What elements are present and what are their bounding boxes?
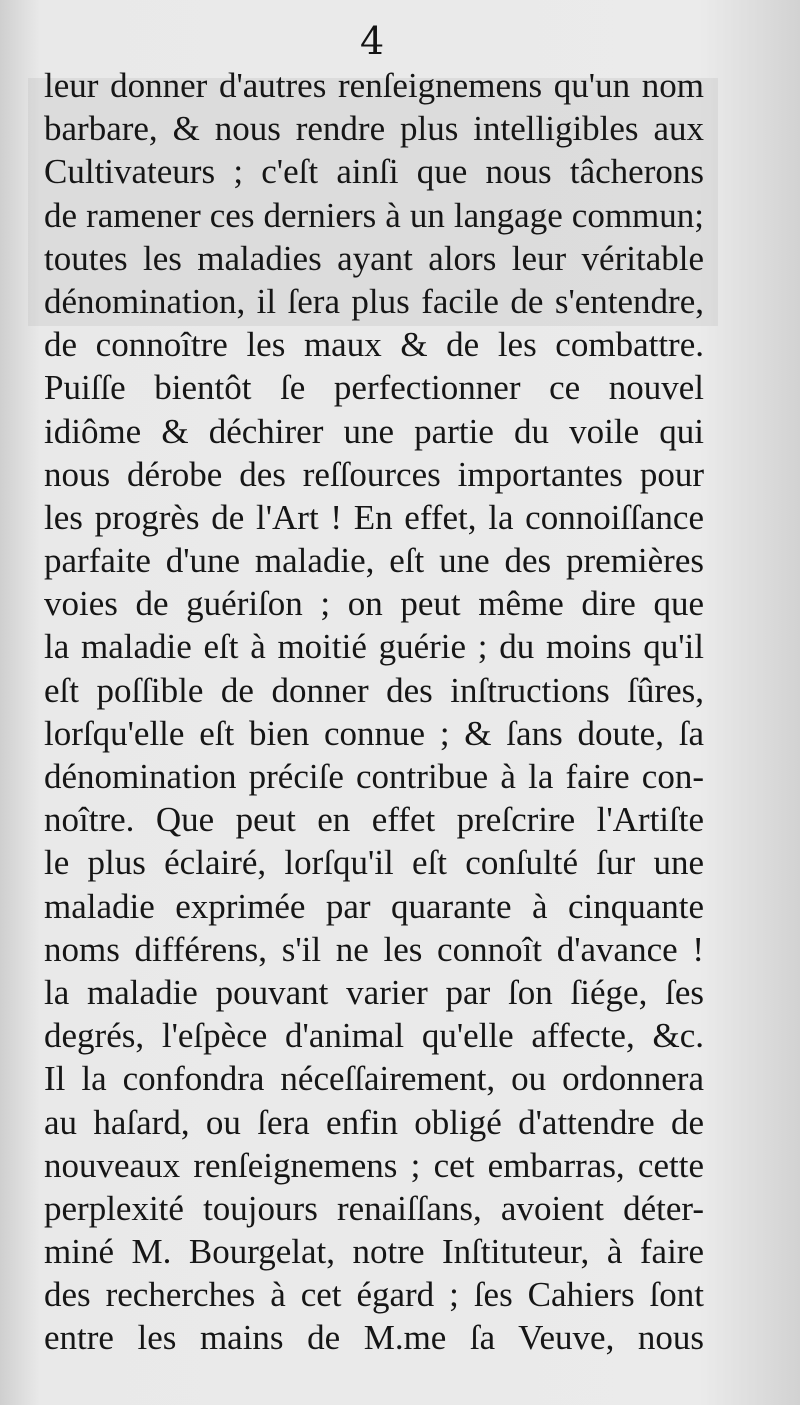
text-line: la maladie pouvant varier par ſon ſiége, ſes [44, 972, 704, 1012]
text-line: leur donner d'autres renſeignemens qu'un nom [44, 66, 704, 105]
text-line: la maladie eſt à moitié guérie ; du moins qu'il [44, 627, 704, 667]
text-line: eſt poſſible de donner des inſtructions ſûres, [44, 670, 704, 710]
text-line: nous dérobe des reſſources importantes pour [44, 454, 704, 494]
text-line: des recherches à cet égard ; ſes Cahiers ſont [44, 1275, 704, 1315]
text-line: voies de guériſon ; on peut même dire que [44, 584, 704, 624]
text-line: noître. Que peut en effet preſcrire l'Artiſte [44, 800, 704, 840]
text-line: nouveaux renſeignemens ; cet embarras, cette [44, 1145, 704, 1185]
text-line: au haſard, ou ſera enfin obligé d'attendre de [44, 1102, 704, 1142]
text-line: le plus éclairé, lorſqu'il eſt conſulté ſur une [44, 843, 704, 883]
text-line: de ramener ces derniers à un langage commun; [44, 195, 704, 235]
text-line: lorſqu'elle eſt bien connue ; & ſans doute, ſa [44, 713, 704, 753]
text-line: miné M. Bourgelat, notre Inſtituteur, à faire [44, 1232, 704, 1272]
body-text [44, 64, 704, 1360]
text-line: perplexité toujours renaiſſans, avoient déter- [44, 1188, 704, 1228]
text-line: idiôme & déchirer une partie du voile qui [44, 411, 704, 451]
text-line: les progrès de l'Art ! En effet, la connoiſſance [44, 497, 704, 537]
text-line: barbare, & nous rendre plus intelligibles aux [44, 109, 704, 149]
text-line: de connoître les maux & de les combattre. [44, 325, 704, 365]
text-line: parfaite d'une maladie, eſt une des premières [44, 541, 704, 581]
text-line: Puiſſe bientôt ſe perfectionner ce nouvel [44, 368, 704, 408]
page-number: 4 [360, 19, 385, 63]
text-line: dénomination préciſe contribue à la faire con- [44, 757, 704, 796]
text-line: Cultivateurs ; c'eſt ainſi que nous tâcherons [44, 152, 704, 192]
text-line: Il la confondra néceſſairement, ou ordonnera [44, 1059, 704, 1099]
text-line: dénomination, il ſera plus facile de s'entendre, [44, 281, 704, 321]
text-line: entre les mains de M.me ſa Veuve, nous [44, 1318, 704, 1358]
text-line: toutes les maladies ayant alors leur véritable [44, 238, 704, 278]
text-line: maladie exprimée par quarante à cinquante [44, 886, 704, 926]
text-line: degrés, l'eſpèce d'animal qu'elle affecte, &c. [44, 1016, 704, 1056]
text-line: noms différens, s'il ne les connoît d'avance ! [44, 929, 704, 969]
